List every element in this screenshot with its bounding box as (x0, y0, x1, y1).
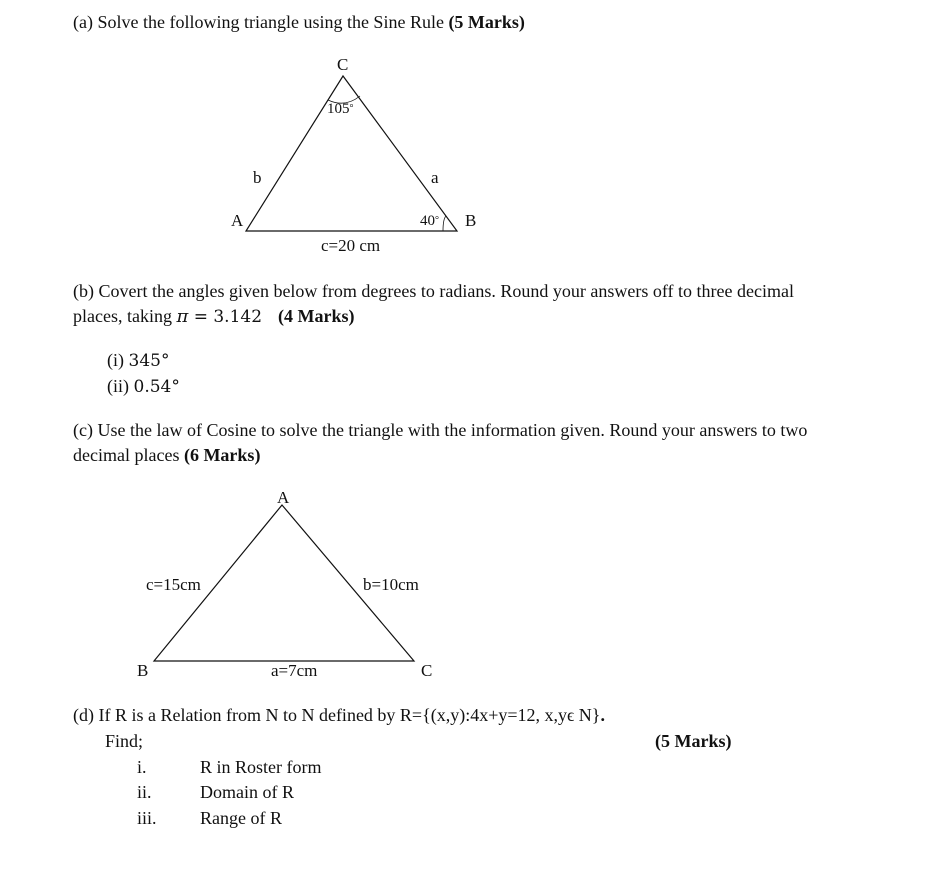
part-d-item-1-num: i. (137, 757, 147, 777)
triangle-a-vertex-a: A (231, 211, 244, 230)
part-d-item-1-text: R in Roster form (200, 757, 322, 777)
triangle-c-vertex-c: C (421, 661, 433, 680)
part-b-item-ii (107, 375, 180, 398)
pi-equation: = 3.142 (188, 307, 263, 327)
triangle-c-side-c: c=15cm (146, 575, 201, 594)
part-b-line2-prefix: places, taking (73, 306, 177, 326)
part-d-item-2-text: Domain of R (200, 782, 294, 802)
triangle-a-side-a: a (431, 168, 439, 187)
part-c-line1: (c) Use the law of Cosine to solve the triangle with the information given. Round your answers to two (73, 420, 808, 440)
triangle-c-vertex-b: B (137, 661, 149, 680)
part-d-item-3-num: iii. (137, 808, 157, 828)
part-b-line1: (b) Covert the angles given below from degrees to radians. Round your answers off to three decimal (73, 281, 794, 301)
triangle-c-side-a: a=7cm (271, 661, 318, 680)
item-ii-label: (ii) (107, 376, 134, 396)
part-c-line2 (73, 444, 260, 466)
part-d-line1-end: . (600, 705, 605, 725)
item-i-value: 345° (128, 351, 170, 371)
item-ii-value: 0.54° (133, 377, 180, 397)
part-b-line2 (73, 305, 355, 328)
degree-mark-c: ° (349, 103, 354, 114)
angle-b-arc (443, 216, 446, 231)
part-b-item-i (107, 349, 169, 372)
triangle-a-vertex-c: C (337, 55, 349, 74)
triangle-a-angle-b (420, 212, 439, 230)
triangle-c-vertex-a: A (277, 488, 290, 507)
item-i-label: (i) (107, 350, 129, 370)
part-d-find: Find; (105, 731, 144, 751)
pi-symbol: π (176, 306, 189, 327)
degree-mark-b: ° (435, 215, 439, 226)
triangle-a-vertex-b: B (465, 211, 477, 230)
part-b-marks: (4 Marks) (278, 306, 355, 326)
part-d-marks: (5 Marks) (655, 731, 732, 751)
triangle-a-angle-c (327, 100, 354, 118)
angle-b-value: 40 (420, 213, 435, 229)
angle-c-value: 105 (327, 101, 350, 117)
part-d-line1 (73, 704, 605, 726)
part-a-text: (a) Solve the following triangle using the Sine Rule (73, 12, 449, 32)
triangle-a-side-b: b (253, 168, 262, 187)
part-d-relation-text: (d) If R is a Relation from N to N defined by R={(x,y):4x+y=12, x,yϵ N} (73, 705, 601, 725)
triangle-c-side-b: b=10cm (363, 575, 419, 594)
part-a-marks: (5 Marks) (448, 12, 525, 32)
part-d-item-2-num: ii. (137, 782, 152, 802)
triangle-a-side-c: c=20 cm (321, 236, 381, 255)
part-c-line2-text: decimal places (73, 445, 184, 465)
part-d-item-3-text: Range of R (200, 808, 282, 828)
part-c-marks: (6 Marks) (183, 445, 261, 465)
